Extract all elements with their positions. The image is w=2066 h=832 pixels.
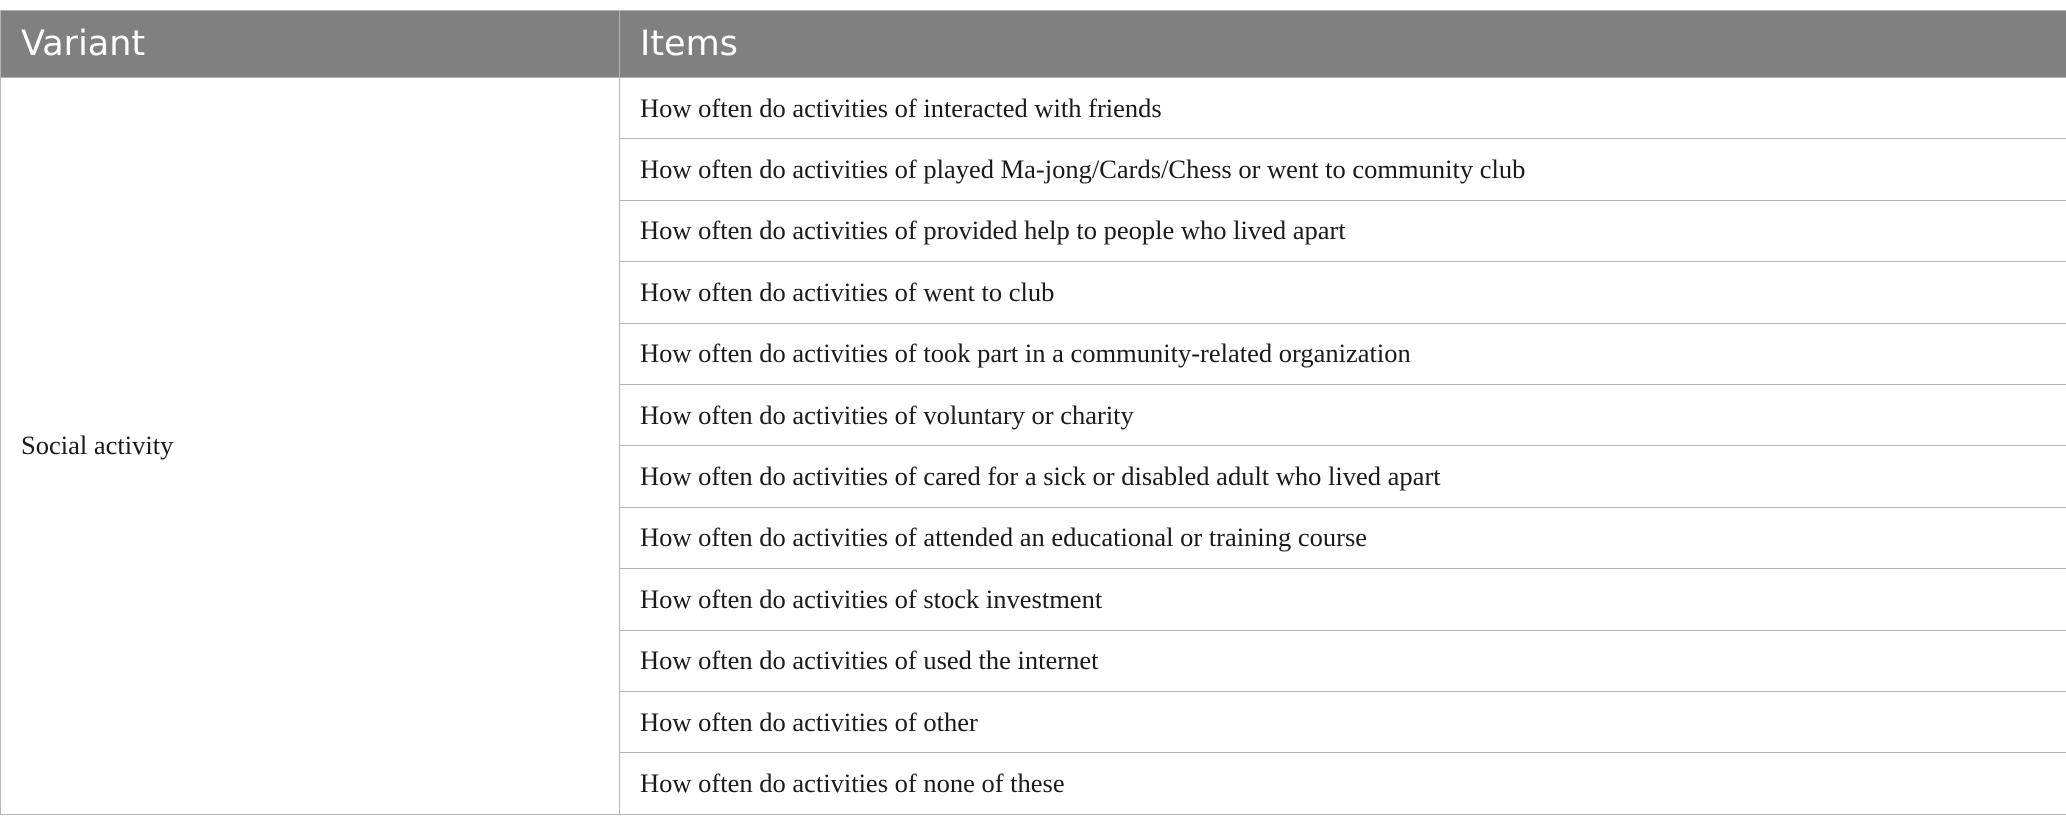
item-cell: How often do activities of provided help to people who lived apart bbox=[620, 200, 2066, 261]
variant-cell: Social activity bbox=[1, 78, 620, 815]
item-cell: How often do activities of interacted with friends bbox=[620, 78, 2066, 139]
table-row bbox=[1, 78, 2066, 139]
item-cell: How often do activities of took part in a community-related organization bbox=[620, 323, 2066, 384]
table-header bbox=[1, 11, 2066, 78]
item-cell: How often do activities of none of these bbox=[620, 753, 2066, 814]
item-cell: How often do activities of played Ma-jong/Cards/Chess or went to community club bbox=[620, 139, 2066, 200]
item-cell: How often do activities of went to club bbox=[620, 262, 2066, 323]
item-cell: How often do activities of stock investment bbox=[620, 569, 2066, 630]
table-container bbox=[0, 10, 2066, 815]
item-cell: How often do activities of cared for a sick or disabled adult who lived apart bbox=[620, 446, 2066, 507]
header-items: Items bbox=[620, 11, 2066, 78]
item-cell: How often do activities of other bbox=[620, 691, 2066, 752]
item-cell: How often do activities of voluntary or charity bbox=[620, 384, 2066, 445]
table-body bbox=[1, 78, 2066, 815]
item-cell: How often do activities of used the internet bbox=[620, 630, 2066, 691]
data-table bbox=[0, 10, 2066, 815]
header-variant: Variant bbox=[1, 11, 620, 78]
item-cell: How often do activities of attended an educational or training course bbox=[620, 507, 2066, 568]
header-row bbox=[1, 11, 2066, 78]
